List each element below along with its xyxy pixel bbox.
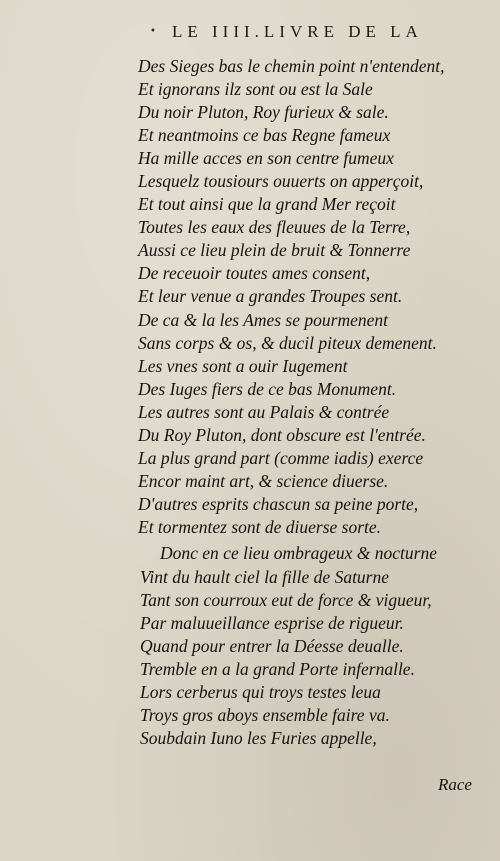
verse-line: Quand pour entrer la Déesse deualle. — [140, 636, 404, 656]
verse-line: Et neantmoins ce bas Regne fameux — [138, 125, 391, 145]
verse-line: Des Iuges fiers de ce bas Monument. — [138, 379, 397, 399]
verse-line: Encor maint art, & science diuerse. — [138, 471, 389, 491]
verse-line: Aussi ce lieu plein de bruit & Tonnerre — [138, 240, 411, 260]
verse-line: Et tout ainsi que la grand Mer reçoit — [138, 194, 396, 214]
verse-line: Tant son courroux eut de force & vigueur, — [140, 590, 432, 610]
verse-line: Les vnes sont a ouir Iugement — [138, 356, 348, 376]
catchword: Race — [438, 775, 472, 794]
verse-line: Et leur venue a grandes Troupes sent. — [138, 286, 403, 306]
verse-line: Par maluueillance esprise de rigueur. — [140, 613, 404, 633]
verse-line: Lors cerberus qui troys testes leua — [140, 682, 381, 702]
verse-line: Et ignorans ilz sont ou est la Sale — [138, 79, 373, 99]
verse-line: Sans corps & os, & ducil piteux demenent. — [138, 333, 437, 353]
verse-line: Toutes les eaux des fleuues de la Terre, — [138, 217, 411, 237]
verse-line: Du noir Pluton, Roy furieux & sale. — [138, 102, 389, 122]
verse-line: De ca & la les Ames se pourmenent — [138, 310, 388, 330]
verse-line: Des Sieges bas le chemin point n'entendent, — [138, 56, 445, 76]
verse-line: Soubdain Iuno les Furies appelle, — [140, 728, 377, 748]
verse-line: De receuoir toutes ames consent, — [138, 263, 371, 283]
verse-line: Lesquelz tousiours ouuerts on apperçoit, — [138, 171, 424, 191]
verse-line: D'autres esprits chascun sa peine porte, — [138, 494, 419, 514]
verse-line: Troys gros aboys ensemble faire va. — [140, 705, 390, 725]
verse-line: La plus grand part (comme iadis) exerce — [138, 448, 424, 468]
running-head-mark: • — [150, 26, 156, 37]
verse-line: Tremble en a la grand Porte infernalle. — [140, 659, 415, 679]
running-head-title: LE IIII.LIVRE DE LA — [172, 22, 423, 41]
verse-line: Ha mille acces en son centre fumeux — [138, 148, 394, 168]
verse-line: Du Roy Pluton, dont obscure est l'entrée. — [138, 425, 426, 445]
verse-line: Donc en ce lieu ombrageux & nocturne — [160, 543, 438, 563]
verse-line: Et tormentez sont de diuerse sorte. — [138, 517, 382, 537]
verse-line: Les autres sont au Palais & contrée — [138, 402, 390, 422]
verse-line: Vint du hault ciel la fille de Saturne — [140, 567, 390, 587]
